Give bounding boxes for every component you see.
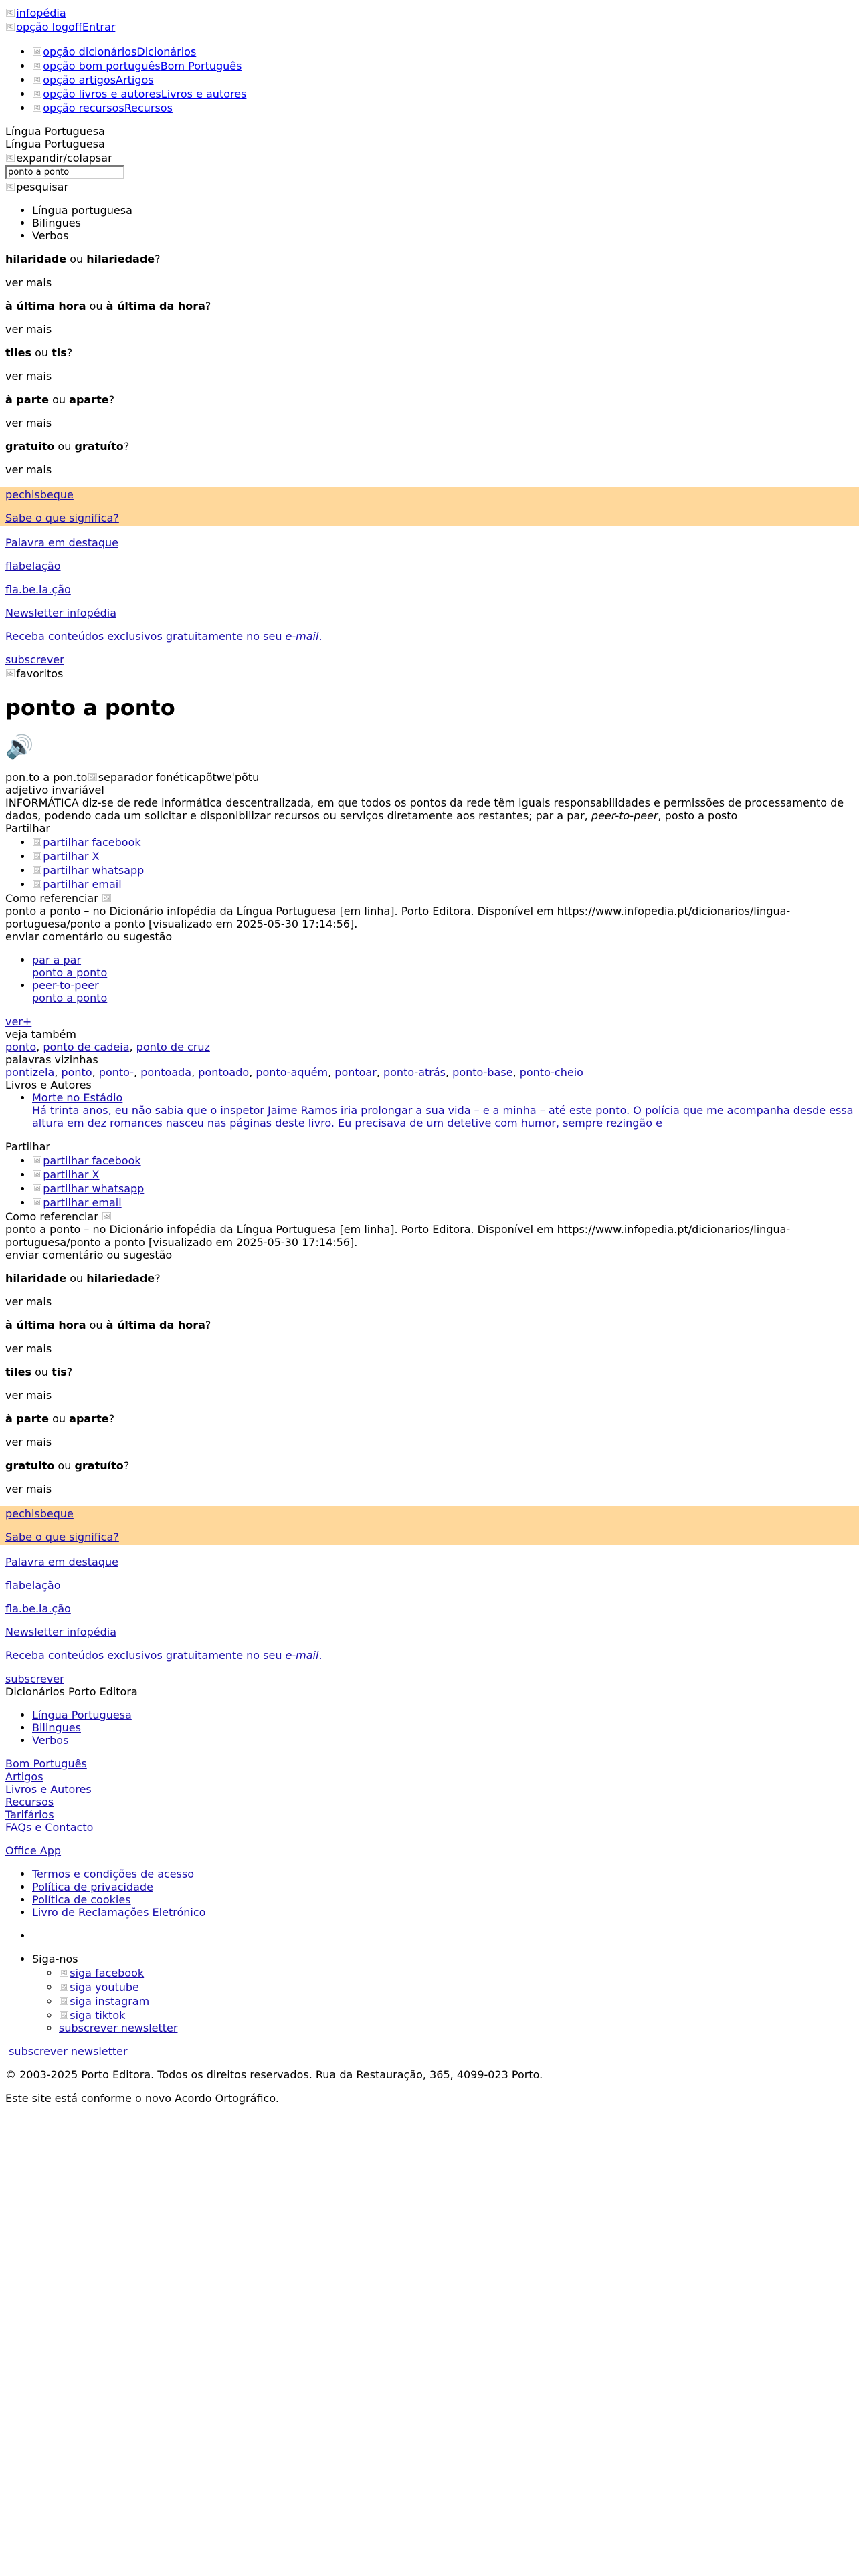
share-link[interactable] bbox=[32, 836, 141, 849]
expand-alt-text: expandir/colapsar bbox=[16, 152, 112, 165]
quiz-question-row bbox=[5, 1531, 854, 1543]
doubt-question-mark: ? bbox=[123, 1459, 130, 1472]
doubts-section bbox=[5, 253, 854, 476]
follow-item bbox=[32, 1953, 854, 2034]
share-link[interactable] bbox=[32, 1196, 122, 1209]
footer-dictionary-link[interactable]: Bilingues bbox=[32, 1721, 81, 1734]
entry-title: ponto a ponto bbox=[5, 695, 175, 720]
doubt-question-mark: ? bbox=[108, 1412, 115, 1425]
social-icon bbox=[59, 1965, 70, 1979]
dictionary-selector[interactable]: Língua Portuguesa bbox=[5, 125, 105, 138]
definition bbox=[5, 796, 854, 822]
doubt-more-link[interactable]: ver mais bbox=[5, 1342, 52, 1355]
highlight-syllables-row bbox=[5, 1602, 854, 1615]
doubt-question bbox=[5, 440, 854, 453]
footer-link[interactable]: Livros e Autores bbox=[5, 1783, 92, 1796]
see-also-link[interactable]: ponto de cruz bbox=[136, 1041, 210, 1053]
doubts-section-2 bbox=[5, 1272, 854, 1495]
share-icon bbox=[32, 835, 43, 849]
footer-brand: Dicionários Porto Editora bbox=[5, 1685, 138, 1698]
logoff-icon bbox=[5, 19, 16, 33]
doubt-connector: ou bbox=[35, 346, 49, 359]
cite-icon-2[interactable] bbox=[102, 1209, 112, 1223]
books-label: Livros e Autores bbox=[5, 1079, 92, 1091]
definition-text: INFORMÁTICA diz-se de rede informática descentralizada, em que todos os pontos da rede têm iguais responsabilidades e permissões de processamento de dados, podendo cada um solicitar e disponibilizar recursos ou serviços diretamente aos restantes; par a par, bbox=[5, 796, 844, 822]
favorites-button[interactable] bbox=[5, 666, 854, 680]
nav-icon bbox=[32, 72, 43, 86]
header bbox=[5, 5, 854, 33]
dictionary-list bbox=[5, 204, 854, 242]
share-link[interactable] bbox=[32, 850, 100, 863]
footer bbox=[5, 1685, 854, 2105]
footer-legal-item bbox=[32, 1893, 854, 1906]
subscribe-link[interactable]: subscrever bbox=[5, 1673, 64, 1685]
social-link[interactable] bbox=[59, 1995, 149, 2008]
highlight-title[interactable]: Palavra em destaque bbox=[5, 1555, 118, 1568]
newsletter-text-start: Receba conteúdos exclusivos gratuitamente no seu bbox=[5, 630, 286, 643]
doubt-question bbox=[5, 1459, 854, 1472]
social-alt-text: siga facebook bbox=[70, 1967, 145, 1979]
newsletter-text-end: . bbox=[318, 630, 322, 643]
share-list-2 bbox=[5, 1153, 854, 1209]
doubt-more-link[interactable]: ver mais bbox=[5, 276, 52, 289]
cite-label bbox=[5, 891, 854, 905]
search-button[interactable] bbox=[5, 179, 854, 193]
word-quiz bbox=[0, 487, 859, 526]
highlight-syllables[interactable]: fla.be.la.ção bbox=[5, 583, 71, 596]
newsletter-title-row bbox=[5, 1626, 854, 1638]
quiz-word-row bbox=[5, 488, 854, 501]
neighbors-list: pontizela, ponto, ponto-, pontoada, pontoado, ponto-aquém, pontoar, ponto-atrás, ponto-base, ponto-cheio bbox=[5, 1066, 583, 1079]
highlight-word-row bbox=[5, 560, 854, 572]
synonym-word[interactable]: peer-to-peer bbox=[32, 979, 99, 992]
phonetic-separator-icon bbox=[87, 770, 98, 784]
word-quiz bbox=[0, 1506, 859, 1545]
doubt-option-b: à última da hora bbox=[106, 300, 205, 312]
doubt-option-a: à última hora bbox=[5, 300, 86, 312]
nav-item bbox=[32, 72, 854, 86]
nav-alt-text: opção livros e autores bbox=[43, 88, 161, 100]
dictionary-option[interactable]: • Língua portuguesa bbox=[32, 204, 854, 217]
neighbor-word-link[interactable]: ponto-atrás bbox=[383, 1066, 446, 1079]
nav-item bbox=[32, 100, 854, 114]
footer-link[interactable]: Artigos bbox=[5, 1770, 43, 1783]
share-item bbox=[32, 849, 854, 863]
definition-emphasis: peer-to-peer bbox=[591, 809, 658, 822]
footer-legal-link[interactable]: Política de cookies bbox=[32, 1893, 131, 1906]
share-item bbox=[32, 1153, 854, 1167]
nav-link[interactable] bbox=[32, 74, 154, 86]
book-item bbox=[32, 1091, 854, 1130]
newsletter-text-start: Receba conteúdos exclusivos gratuitamente no seu bbox=[5, 1649, 286, 1662]
nav-alt-text: opção recursos bbox=[43, 102, 124, 114]
highlight-syllables-row bbox=[5, 583, 854, 596]
doubt-option-a: gratuito bbox=[5, 440, 55, 453]
neighbors-label: palavras vizinhas bbox=[5, 1053, 98, 1066]
share-alt-text: partilhar whatsapp bbox=[43, 1182, 145, 1195]
nav-item bbox=[32, 58, 854, 72]
promo-section-2 bbox=[5, 1506, 854, 1685]
subscribe-row bbox=[5, 1673, 854, 1685]
citation-2: ponto a ponto – no Dicionário infopédia da Língua Portuguesa [em linha]. Porto Editora. Disponível em https://www.infopedia.pt/dicionarios/lingua-portuguesa/ponto a ponto [visualizado em 2025-05-30 17:14:56]. bbox=[5, 1223, 791, 1249]
subscribe-newsletter-bottom bbox=[5, 2045, 854, 2058]
highlight-word[interactable]: flabelação bbox=[5, 560, 61, 572]
doubt-question-mark: ? bbox=[123, 440, 130, 453]
share-alt-text: partilhar X bbox=[43, 1168, 100, 1181]
cite-label-2 bbox=[5, 1209, 854, 1223]
doubt-option-a: à parte bbox=[5, 1412, 50, 1425]
logo-alt-text: infopédia bbox=[16, 7, 66, 19]
nav-link[interactable] bbox=[32, 60, 242, 72]
favorites-alt-text: favoritos bbox=[16, 667, 64, 680]
footer-link[interactable]: Recursos bbox=[5, 1796, 54, 1808]
footer-dictionary-list bbox=[5, 1709, 854, 1747]
doubt-question-mark: ? bbox=[155, 1272, 161, 1285]
search-icon bbox=[5, 179, 16, 193]
doubt-question-mark: ? bbox=[205, 1319, 211, 1331]
social-link[interactable] bbox=[59, 1981, 139, 1994]
main-nav bbox=[5, 44, 854, 114]
agreement-note: Este site está conforme o novo Acordo Ortográfico. bbox=[5, 2092, 279, 2105]
social-alt-text: siga instagram bbox=[70, 1995, 150, 2008]
separator-alt-text: separador fonética bbox=[98, 771, 199, 784]
newsletter-text[interactable] bbox=[5, 630, 322, 643]
quiz-question[interactable]: Sabe o que significa? bbox=[5, 512, 119, 524]
subscribe-row bbox=[5, 653, 854, 666]
doubt-connector: ou bbox=[52, 1412, 66, 1425]
social-item bbox=[59, 2008, 854, 2022]
share-icon bbox=[32, 1153, 43, 1167]
nav-icon bbox=[32, 44, 43, 58]
share-icon bbox=[32, 863, 43, 877]
share-link[interactable] bbox=[32, 1182, 144, 1195]
doubt-more-link[interactable]: ver mais bbox=[5, 1295, 52, 1308]
follow-label: Siga-nos bbox=[32, 1953, 78, 1965]
doubt-option-a: hilaridade bbox=[5, 1272, 67, 1285]
footer-empty-list bbox=[5, 1929, 854, 1942]
doubt-question bbox=[5, 300, 854, 312]
nav-label: Livros e autores bbox=[161, 88, 247, 100]
search-area bbox=[5, 125, 854, 242]
footer-follow-list bbox=[5, 1953, 854, 2034]
subscribe-link[interactable]: subscrever bbox=[5, 653, 64, 666]
social-item bbox=[59, 1965, 854, 1979]
social-item bbox=[59, 1979, 854, 1994]
quiz-word[interactable]: pechisbeque bbox=[5, 1507, 74, 1520]
subscribe-newsletter-link[interactable]: subscrever newsletter bbox=[9, 2045, 128, 2058]
doubt-connector: ou bbox=[70, 1272, 84, 1285]
footer-link[interactable]: FAQs e Contacto bbox=[5, 1821, 94, 1834]
nav-label: Artigos bbox=[116, 74, 154, 86]
footer-legal-item bbox=[32, 1868, 854, 1881]
comment-link[interactable]: enviar comentário ou sugestão bbox=[5, 930, 173, 943]
doubt-question-mark: ? bbox=[155, 253, 161, 265]
entry bbox=[5, 666, 854, 1261]
more-link[interactable]: ver+ bbox=[5, 1015, 32, 1028]
nav-alt-text: opção bom português bbox=[43, 60, 161, 72]
doubt-option-b: gratuíto bbox=[74, 440, 124, 453]
search-alt-text: pesquisar bbox=[16, 181, 69, 193]
doubt-option-a: à parte bbox=[5, 393, 50, 406]
share-alt-text: partilhar email bbox=[43, 878, 122, 891]
footer-dictionary-link[interactable]: Língua Portuguesa bbox=[32, 1709, 132, 1721]
social-link[interactable] bbox=[59, 1967, 144, 1979]
share-icon bbox=[32, 1167, 43, 1181]
social-link[interactable] bbox=[59, 2009, 125, 2022]
social-icon bbox=[59, 1979, 70, 1994]
part-of-speech: adjetivo invariável bbox=[5, 784, 104, 796]
dictionary-selector-label: Língua Portuguesa bbox=[5, 138, 105, 150]
doubt-option-a: hilaridade bbox=[5, 253, 67, 265]
office-app-link[interactable]: Office App bbox=[5, 1844, 62, 1857]
expand-collapse-toggle[interactable] bbox=[5, 150, 854, 165]
doubt-connector: ou bbox=[89, 300, 103, 312]
doubt-option-b: tis bbox=[52, 346, 67, 359]
book-excerpt[interactable]: Há trinta anos, eu não sabia que o inspetor Jaime Ramos iria prolongar a sua vida – e a minha – até este ponto. O polícia que me acompanha desde essa altura em dez romances nasceu nas páginas deste livro. Eu precisava de um detetive com humor, sempre rezingão e bbox=[32, 1104, 854, 1130]
definition-text-end: , posto a posto bbox=[658, 809, 738, 822]
citation: ponto a ponto – no Dicionário infopédia da Língua Portuguesa [em linha]. Porto Editora. Disponível em https://www.infopedia.pt/dicionarios/lingua-portuguesa/ponto a ponto [visualizado em 2025-05-30 17:14:56]. bbox=[5, 905, 791, 930]
footer-legal-link[interactable]: Livro de Reclamações Eletrónico bbox=[32, 1906, 206, 1919]
doubt-option-b: aparte bbox=[69, 393, 109, 406]
doubt-option-b: tis bbox=[52, 1366, 67, 1378]
nav-label: Bom Português bbox=[160, 60, 242, 72]
share-icon bbox=[32, 877, 43, 891]
synonym-sense[interactable]: ponto a ponto bbox=[32, 992, 108, 1004]
doubt-option-b: hilariedade bbox=[86, 253, 155, 265]
see-also-link[interactable]: ponto bbox=[5, 1041, 37, 1053]
share-icon bbox=[32, 1181, 43, 1195]
footer-links bbox=[5, 1757, 854, 1834]
doubt-more-link[interactable]: ver mais bbox=[5, 1389, 52, 1402]
doubt-connector: ou bbox=[35, 1366, 49, 1378]
footer-dictionary-item bbox=[32, 1721, 854, 1734]
book-list bbox=[5, 1091, 854, 1130]
nav-link[interactable] bbox=[32, 102, 173, 114]
doubt-question bbox=[5, 1272, 854, 1285]
doubt-question-mark: ? bbox=[108, 393, 115, 406]
share-item bbox=[32, 877, 854, 891]
doubt-connector: ou bbox=[89, 1319, 103, 1331]
share-item bbox=[32, 835, 854, 849]
doubt-more-link[interactable]: ver mais bbox=[5, 323, 52, 336]
newsletter-title[interactable]: Newsletter infopédia bbox=[5, 607, 116, 619]
share-alt-text: partilhar facebook bbox=[43, 1154, 141, 1167]
quiz-question-row bbox=[5, 512, 854, 524]
neighbor-word-link[interactable]: ponto-base bbox=[452, 1066, 513, 1079]
footer-legal-item bbox=[32, 1906, 854, 1919]
dictionary-option[interactable]: • Bilingues bbox=[32, 217, 854, 229]
login-link[interactable] bbox=[5, 21, 115, 33]
footer-legal-item bbox=[32, 1881, 854, 1893]
doubt-option-b: hilariedade bbox=[86, 1272, 155, 1285]
doubt-more-link[interactable]: ver mais bbox=[5, 463, 52, 476]
doubt-option-a: gratuito bbox=[5, 1459, 55, 1472]
see-also-label: veja também bbox=[5, 1028, 76, 1041]
nav-icon bbox=[32, 86, 43, 100]
doubt-option-b: gratuíto bbox=[74, 1459, 124, 1472]
dictionary-option[interactable]: • Verbos bbox=[32, 229, 854, 242]
expand-icon bbox=[5, 150, 16, 165]
footer-link[interactable]: Bom Português bbox=[5, 1757, 87, 1770]
newsletter-text-row bbox=[5, 630, 854, 643]
logo-link[interactable] bbox=[5, 7, 66, 19]
neighbor-word-link[interactable]: pontoar bbox=[335, 1066, 377, 1079]
highlight-title-row bbox=[5, 536, 854, 549]
footer-dictionary-item bbox=[32, 1709, 854, 1721]
newsletter-text-emphasis: e-mail bbox=[285, 630, 319, 643]
footer-dictionary-item bbox=[32, 1734, 854, 1747]
share-item bbox=[32, 863, 854, 877]
doubt-more-link[interactable]: ver mais bbox=[5, 1436, 52, 1448]
nav-item bbox=[32, 86, 854, 100]
doubt-question-mark: ? bbox=[205, 300, 211, 312]
doubt-option-a: tiles bbox=[5, 1366, 31, 1378]
footer-link[interactable]: Tarifários bbox=[5, 1808, 54, 1821]
footer-legal-link[interactable]: Política de privacidade bbox=[32, 1881, 153, 1893]
share-link[interactable] bbox=[32, 1154, 141, 1167]
share-label-2: Partilhar bbox=[5, 1140, 50, 1153]
footer-legal-link[interactable]: Termos e condições de acesso bbox=[32, 1868, 195, 1881]
synonym-sense[interactable]: ponto a ponto bbox=[32, 966, 108, 979]
comment-link-2[interactable]: enviar comentário ou sugestão bbox=[5, 1249, 173, 1261]
see-also-link[interactable]: ponto de cadeia bbox=[43, 1041, 130, 1053]
nav-icon bbox=[32, 58, 43, 72]
nav-alt-text: opção dicionários bbox=[43, 45, 137, 58]
synonym-list bbox=[5, 954, 854, 1004]
share-icon bbox=[32, 1195, 43, 1209]
quiz-word-row bbox=[5, 1507, 854, 1520]
share-alt-text: partilhar email bbox=[43, 1196, 122, 1209]
neighbor-word-link[interactable]: ponto bbox=[61, 1066, 92, 1079]
login-label: Entrar bbox=[82, 21, 116, 33]
share-link[interactable] bbox=[32, 878, 122, 891]
footer-legal-list bbox=[5, 1868, 854, 1919]
newsletter-title-row bbox=[5, 607, 854, 619]
newsletter-text-emphasis: e-mail bbox=[285, 1649, 319, 1662]
quiz-word[interactable]: pechisbeque bbox=[5, 488, 74, 501]
social-icon bbox=[59, 1994, 70, 2008]
nav-label: Dicionários bbox=[136, 45, 197, 58]
share-item bbox=[32, 1167, 854, 1181]
share-label: Partilhar bbox=[5, 822, 50, 835]
footer-dictionary-link[interactable]: Verbos bbox=[32, 1734, 69, 1747]
doubt-connector: ou bbox=[58, 1459, 72, 1472]
social-list bbox=[32, 1965, 854, 2034]
doubt-option-b: à última da hora bbox=[106, 1319, 205, 1331]
social-icon bbox=[59, 2008, 70, 2022]
audio-speaker-icon[interactable]: 🔊 bbox=[5, 734, 34, 760]
doubt-question-mark: ? bbox=[66, 346, 73, 359]
book-title[interactable]: Morte no Estádio bbox=[32, 1091, 123, 1104]
share-alt-text: partilhar X bbox=[43, 850, 100, 863]
footer-empty-item bbox=[32, 1929, 854, 1942]
doubt-option-b: aparte bbox=[69, 1412, 109, 1425]
nav-link[interactable] bbox=[32, 45, 196, 58]
doubt-question bbox=[5, 1412, 854, 1425]
cite-label-text-2: Como referenciar bbox=[5, 1210, 98, 1223]
neighbor-word-link[interactable]: ponto- bbox=[98, 1066, 134, 1079]
newsletter-text-row bbox=[5, 1649, 854, 1662]
highlight-syllables[interactable]: fla.be.la.ção bbox=[5, 1602, 71, 1615]
cite-icon[interactable] bbox=[102, 891, 112, 905]
social-item bbox=[59, 1994, 854, 2008]
synonym-item bbox=[32, 979, 854, 1004]
share-list bbox=[5, 835, 854, 891]
logo-image bbox=[5, 5, 16, 19]
synonym-item bbox=[32, 954, 854, 979]
logoff-alt-text: opção logoff bbox=[16, 21, 82, 33]
synonym-word[interactable]: par a par bbox=[32, 954, 82, 966]
doubt-connector: ou bbox=[70, 253, 84, 265]
newsletter-text-end: . bbox=[318, 1649, 322, 1662]
nav-icon bbox=[32, 100, 43, 114]
search-input[interactable] bbox=[5, 165, 124, 179]
social-alt-text: siga youtube bbox=[70, 1981, 139, 1994]
pronunciation bbox=[5, 770, 854, 784]
neighbor-word-link[interactable]: pontoada bbox=[140, 1066, 192, 1079]
nav-item bbox=[32, 44, 854, 58]
see-also-list: ponto, ponto de cadeia, ponto de cruz bbox=[5, 1041, 210, 1053]
neighbor-word-link[interactable]: pontizela bbox=[5, 1066, 55, 1079]
doubt-option-a: tiles bbox=[5, 346, 31, 359]
share-link[interactable] bbox=[32, 1168, 100, 1181]
phonetic: põtwɐˈpõtu bbox=[199, 771, 260, 784]
doubt-option-a: à última hora bbox=[5, 1319, 86, 1331]
doubt-question bbox=[5, 253, 854, 265]
copyright: © 2003-2025 Porto Editora. Todos os direitos reservados. Rua da Restauração, 365, 4099-023 Porto. bbox=[5, 2068, 543, 2081]
social-subscribe-newsletter-link[interactable]: subscrever newsletter bbox=[59, 2022, 178, 2034]
doubt-question-mark: ? bbox=[66, 1366, 73, 1378]
doubt-more-link[interactable]: ver mais bbox=[5, 1483, 52, 1495]
share-item bbox=[32, 1181, 854, 1195]
neighbor-word-link[interactable]: ponto-aquém bbox=[256, 1066, 328, 1079]
syllables: pon.to a pon.to bbox=[5, 771, 88, 784]
share-item bbox=[32, 1195, 854, 1209]
favorites-icon bbox=[5, 666, 16, 680]
doubt-connector: ou bbox=[58, 440, 72, 453]
highlight-word[interactable]: flabelação bbox=[5, 1579, 61, 1592]
doubt-more-link[interactable]: ver mais bbox=[5, 370, 52, 383]
newsletter-title[interactable]: Newsletter infopédia bbox=[5, 1626, 116, 1638]
highlight-title[interactable]: Palavra em destaque bbox=[5, 536, 118, 549]
nav-label: Recursos bbox=[124, 102, 173, 114]
doubt-question bbox=[5, 1366, 854, 1378]
quiz-question[interactable]: Sabe o que significa? bbox=[5, 1531, 119, 1543]
nav-alt-text: opção artigos bbox=[43, 74, 116, 86]
share-alt-text: partilhar whatsapp bbox=[43, 864, 145, 877]
doubt-question bbox=[5, 393, 854, 406]
cite-label-text: Como referenciar bbox=[5, 892, 98, 905]
share-link[interactable] bbox=[32, 864, 144, 877]
neighbor-word-link[interactable]: pontoado bbox=[198, 1066, 250, 1079]
doubt-question bbox=[5, 1319, 854, 1331]
doubt-connector: ou bbox=[52, 393, 66, 406]
social-item bbox=[59, 2022, 854, 2034]
doubt-question bbox=[5, 346, 854, 359]
highlight-word-row bbox=[5, 1579, 854, 1592]
nav-link[interactable] bbox=[32, 88, 246, 100]
promo-section bbox=[5, 487, 854, 666]
neighbor-word-link[interactable]: ponto-cheio bbox=[519, 1066, 583, 1079]
newsletter-text[interactable] bbox=[5, 1649, 322, 1662]
social-alt-text: siga tiktok bbox=[70, 2009, 126, 2022]
highlight-title-row bbox=[5, 1555, 854, 1568]
doubt-more-link[interactable]: ver mais bbox=[5, 417, 52, 429]
share-icon bbox=[32, 849, 43, 863]
share-alt-text: partilhar facebook bbox=[43, 836, 141, 849]
